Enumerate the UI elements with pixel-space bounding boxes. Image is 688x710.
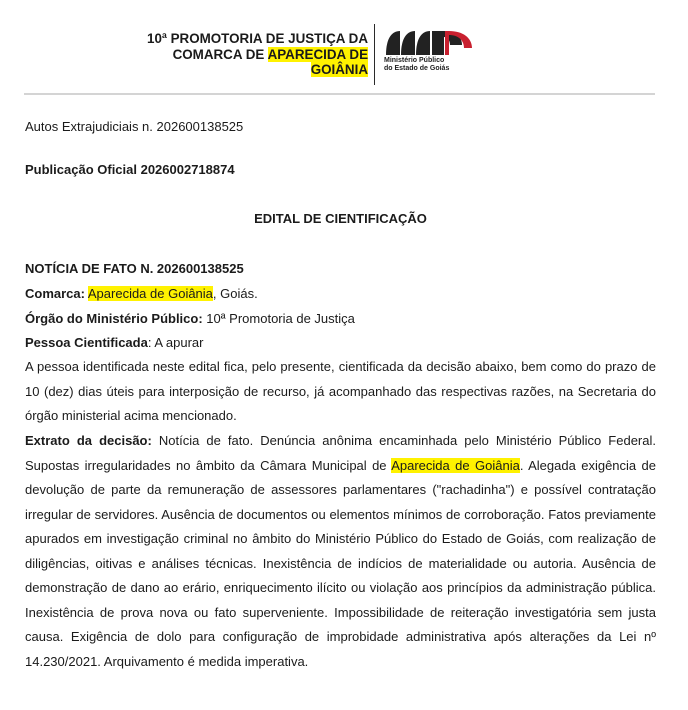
header-divider [374,24,375,85]
title-line-3 [8,62,368,78]
comarca-rest: , Goiás. [212,286,258,301]
logo-caption [384,57,449,73]
orgao-label: Órgão do Ministério Público: [25,311,203,326]
document-header [0,0,688,96]
title-highlight-goiania: GOIÂNIA [310,62,368,77]
title-line-2-prefix: COMARCA DE [172,46,268,62]
title-line-1: 10ª PROMOTORIA DE JUSTIÇA DA [147,31,368,46]
intro-paragraph: A pessoa identificada neste edital fica, pelo presente, cientificada da decisão abaixo, bem como do prazo de 10 (dez) dias úteis para interposição de recurso, já acompanhado das respectivas razões, na Secretaria do órgão ministerial acima mencionado. [25,359,656,423]
title-line-2 [8,47,368,63]
extrato-text-2: . Alegada exigência de devolução de parte da remuneração de assessores parlamentares ("rachadinha") e possível contratação irregular de servidores. Ausência de documentos ou elementos mínimos de corroboração. Fatos previamente apurados em investigação criminal no âmbito do Ministério Público do Estado de Goiás, com realização de diligências, oitivas e análises técnicas. Inexistência de indícios de materialidade ou autoria. Ausência de demonstração de dano ao erário, enriquecimento ilícito ou violação aos princípios da administração pública. Inexistência de prova nova ou fato superveniente. Impossibilidade de reiteração investigatória sem justa causa. Exigência de dolo para configuração de improbidade administrativa após alterações da Lei nº 14.230/2021. Arquivamento é medida imperativa. [25,457,657,669]
edital-title: EDITAL DE CIENTIFICAÇÃO [254,211,427,226]
noticia-de-fato: NOTÍCIA DE FATO N. 202600138525 [25,261,244,276]
promotoria-title [8,31,368,78]
title-highlight-city: APARECIDA DE [267,46,368,62]
header-rule [24,93,655,95]
extrato-text-1: Notícia de fato. Denúncia anônima encaminhada pelo Ministério Público Federal. Supostas irregularidades no âmbito da Câmara Municipal de [25,433,656,473]
comarca-label: Comarca: [25,286,85,301]
comarca-line [25,286,258,301]
comarca-highlight: Aparecida de Goiânia [87,286,213,301]
publicacao-number: Publicação Oficial 2026002718874 [25,162,235,177]
orgao-value: 10ª Promotoria de Justiça [202,311,355,326]
ministerio-publico-logo-icon [384,28,484,58]
autos-number: Autos Extrajudiciais n. 202600138525 [25,119,244,134]
orgao-line [25,311,355,326]
pessoa-line [25,335,203,350]
logo-caption-line-1: Ministério Público [384,57,445,64]
pessoa-value: : A apurar [147,335,204,350]
extrato-highlight: Aparecida de Goiânia [391,457,520,473]
logo-caption-line-2: do Estado de Goiás [384,65,450,72]
extrato-label: Extrato da decisão: [25,433,152,448]
extrato-paragraph [25,429,656,674]
pessoa-label: Pessoa Cientificada [25,335,148,350]
